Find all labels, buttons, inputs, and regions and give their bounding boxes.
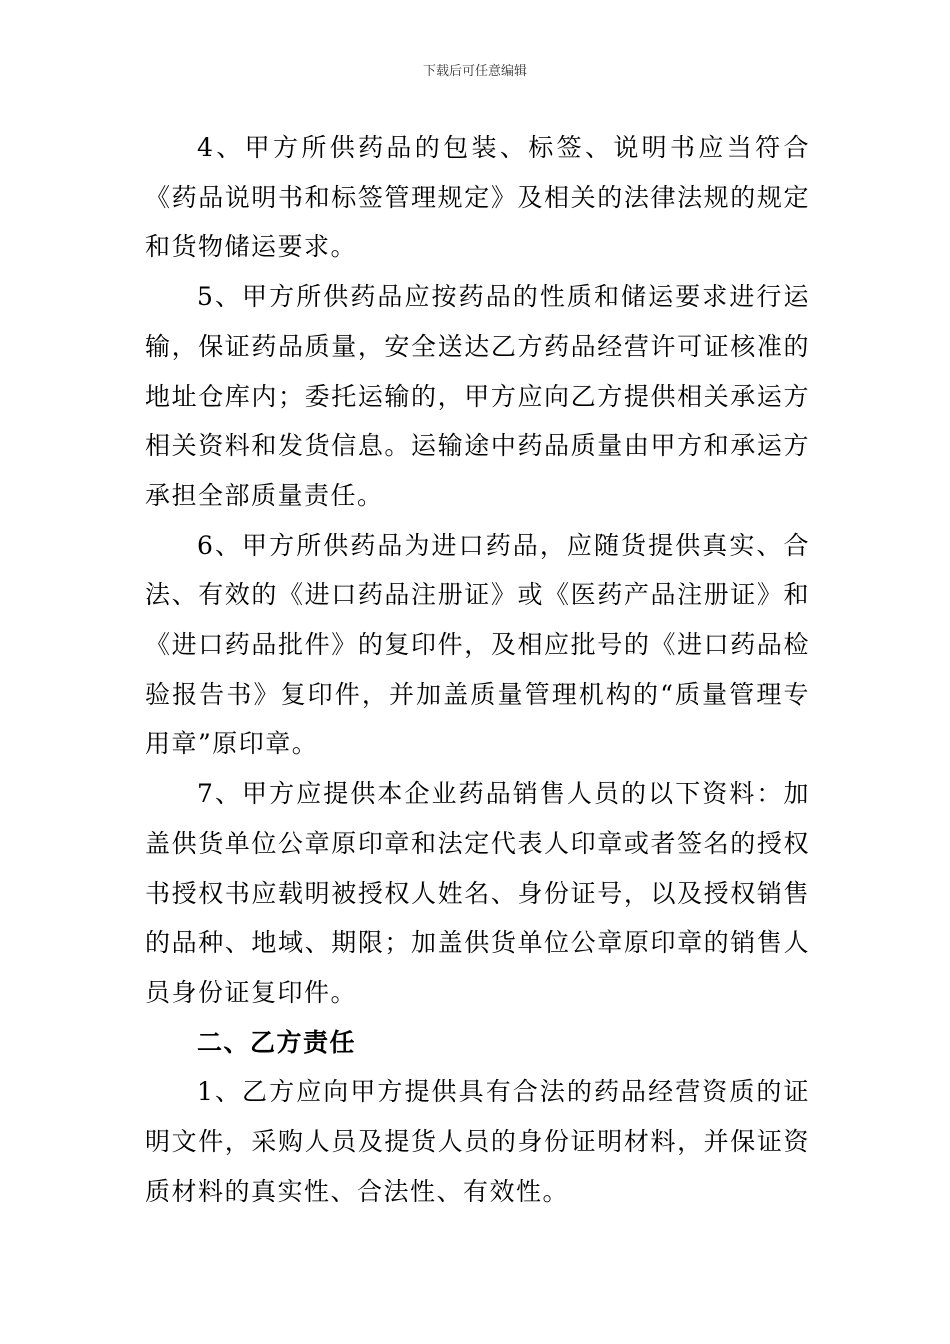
clause-5-paragraph: 5、甲方所供药品应按药品的性质和储运要求进行运输，保证药品质量，安全送达乙方药品经营许可证核准的地址仓库内；委托运输的，甲方应向乙方提供相关承运方相关资料和发货信息。运输途中药品质量由甲方和承运方承担全部质量责任。 (145, 282, 810, 510)
page-header-note: 下载后可任意编辑 (422, 64, 527, 79)
document-body (145, 123, 810, 1216)
clause-b1-paragraph: 1、乙方应向甲方提供具有合法的药品经营资质的证明文件，采购人员及提货人员的身份证明材料，并保证资质材料的真实性、合法性、有效性。 (145, 1077, 810, 1206)
clause-4-paragraph: 4、甲方所供药品的包装、标签、说明书应当符合《药品说明书和标签管理规定》及相关的法律法规的规定和货物储运要求。 (145, 133, 810, 262)
clause-7-paragraph: 7、甲方应提供本企业药品销售人员的以下资料：加盖供货单位公章原印章和法定代表人印章或者签名的授权书授权书应载明被授权人姓名、身份证号，以及授权销售的品种、地域、期限；加盖供货单位公章原印章的销售人员身份证复印件。 (145, 779, 810, 1007)
section-heading-party-b: 二、乙方责任 (197, 1027, 357, 1057)
clause-6-paragraph: 6、甲方所供药品为进口药品，应随货提供真实、合法、有效的《进口药品注册证》或《医药产品注册证》和《进口药品批件》的复印件，及相应批号的《进口药品检验报告书》复印件，并加盖质量管理机构的“质量管理专用章”原印章。 (145, 530, 810, 759)
